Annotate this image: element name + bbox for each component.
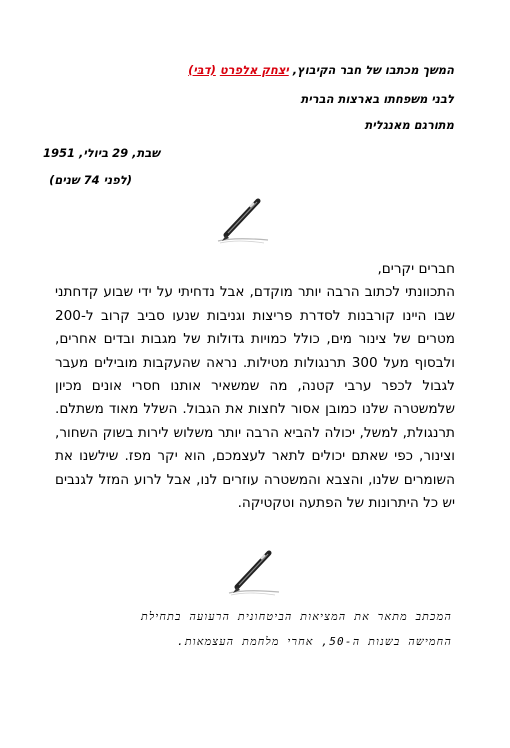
- pen-icon: [214, 197, 270, 247]
- header-prefix: המשך מכתבו של חבר הקיבוץ,: [292, 63, 454, 77]
- letter-body: [55, 258, 455, 515]
- letter-paragraph: התכוונתי לכתוב הרבה יותר מוקדם, אבל נדחיתי על ידי שבוע קדחתני שבו היינו קורבנות לסדרת פריצות וגניבות שנעו סביב קרוב ל-200 מטרים של צינור מים, כולל כמויות גדולות של מגבות ובדים אחרים, ולבסוף מעל 300 תרנגולות מטילות. נראה שהעקבות מובילים מעבר לגבול לכפר ערבי קטנה, מה שמשאיר אותנו חסרי אונים מכיון שלמשטרה שלנו כמובן אסור לחצות את הגבול. השלל מאוד משתלם. תרנגולת, למשל, יכולה להביא הרבה יותר משלוש לירות בשוק השחור, וצינור, כפי שאתם יכולים לתאר לעצמכם, הוא יקר מפז. שילשנו את השומרים שלנו, והצבא והמשטרה עוזרים לנו, אבל לרוע המזל לגנבים יש כל היתרונות של הפתעה וטקטיקה.: [55, 284, 456, 512]
- pen-icon: [225, 549, 281, 599]
- letter-footnote: [52, 604, 452, 654]
- letter-date: שבת, 29 ביולי, 1951: [43, 146, 160, 160]
- header-line-author: [188, 63, 454, 77]
- letter-greeting: חברים יקרים,: [377, 261, 455, 277]
- header-line-translation: מתורגם מאנגלית: [364, 118, 454, 132]
- years-ago: (לפני 74 שנים): [49, 173, 132, 187]
- footnote-line-2: החמישה בשנות ה-50, אחרי מלחמת העצמאות.: [177, 635, 452, 648]
- header-line-recipients: לבני משפחתו בארצות הברית: [300, 92, 454, 106]
- footnote-line-1: המכתב מתאר את המציאות הביטחונית הרעועה בתחילת: [141, 610, 452, 623]
- author-name: יצחק אלפרט (דבּי): [188, 63, 289, 77]
